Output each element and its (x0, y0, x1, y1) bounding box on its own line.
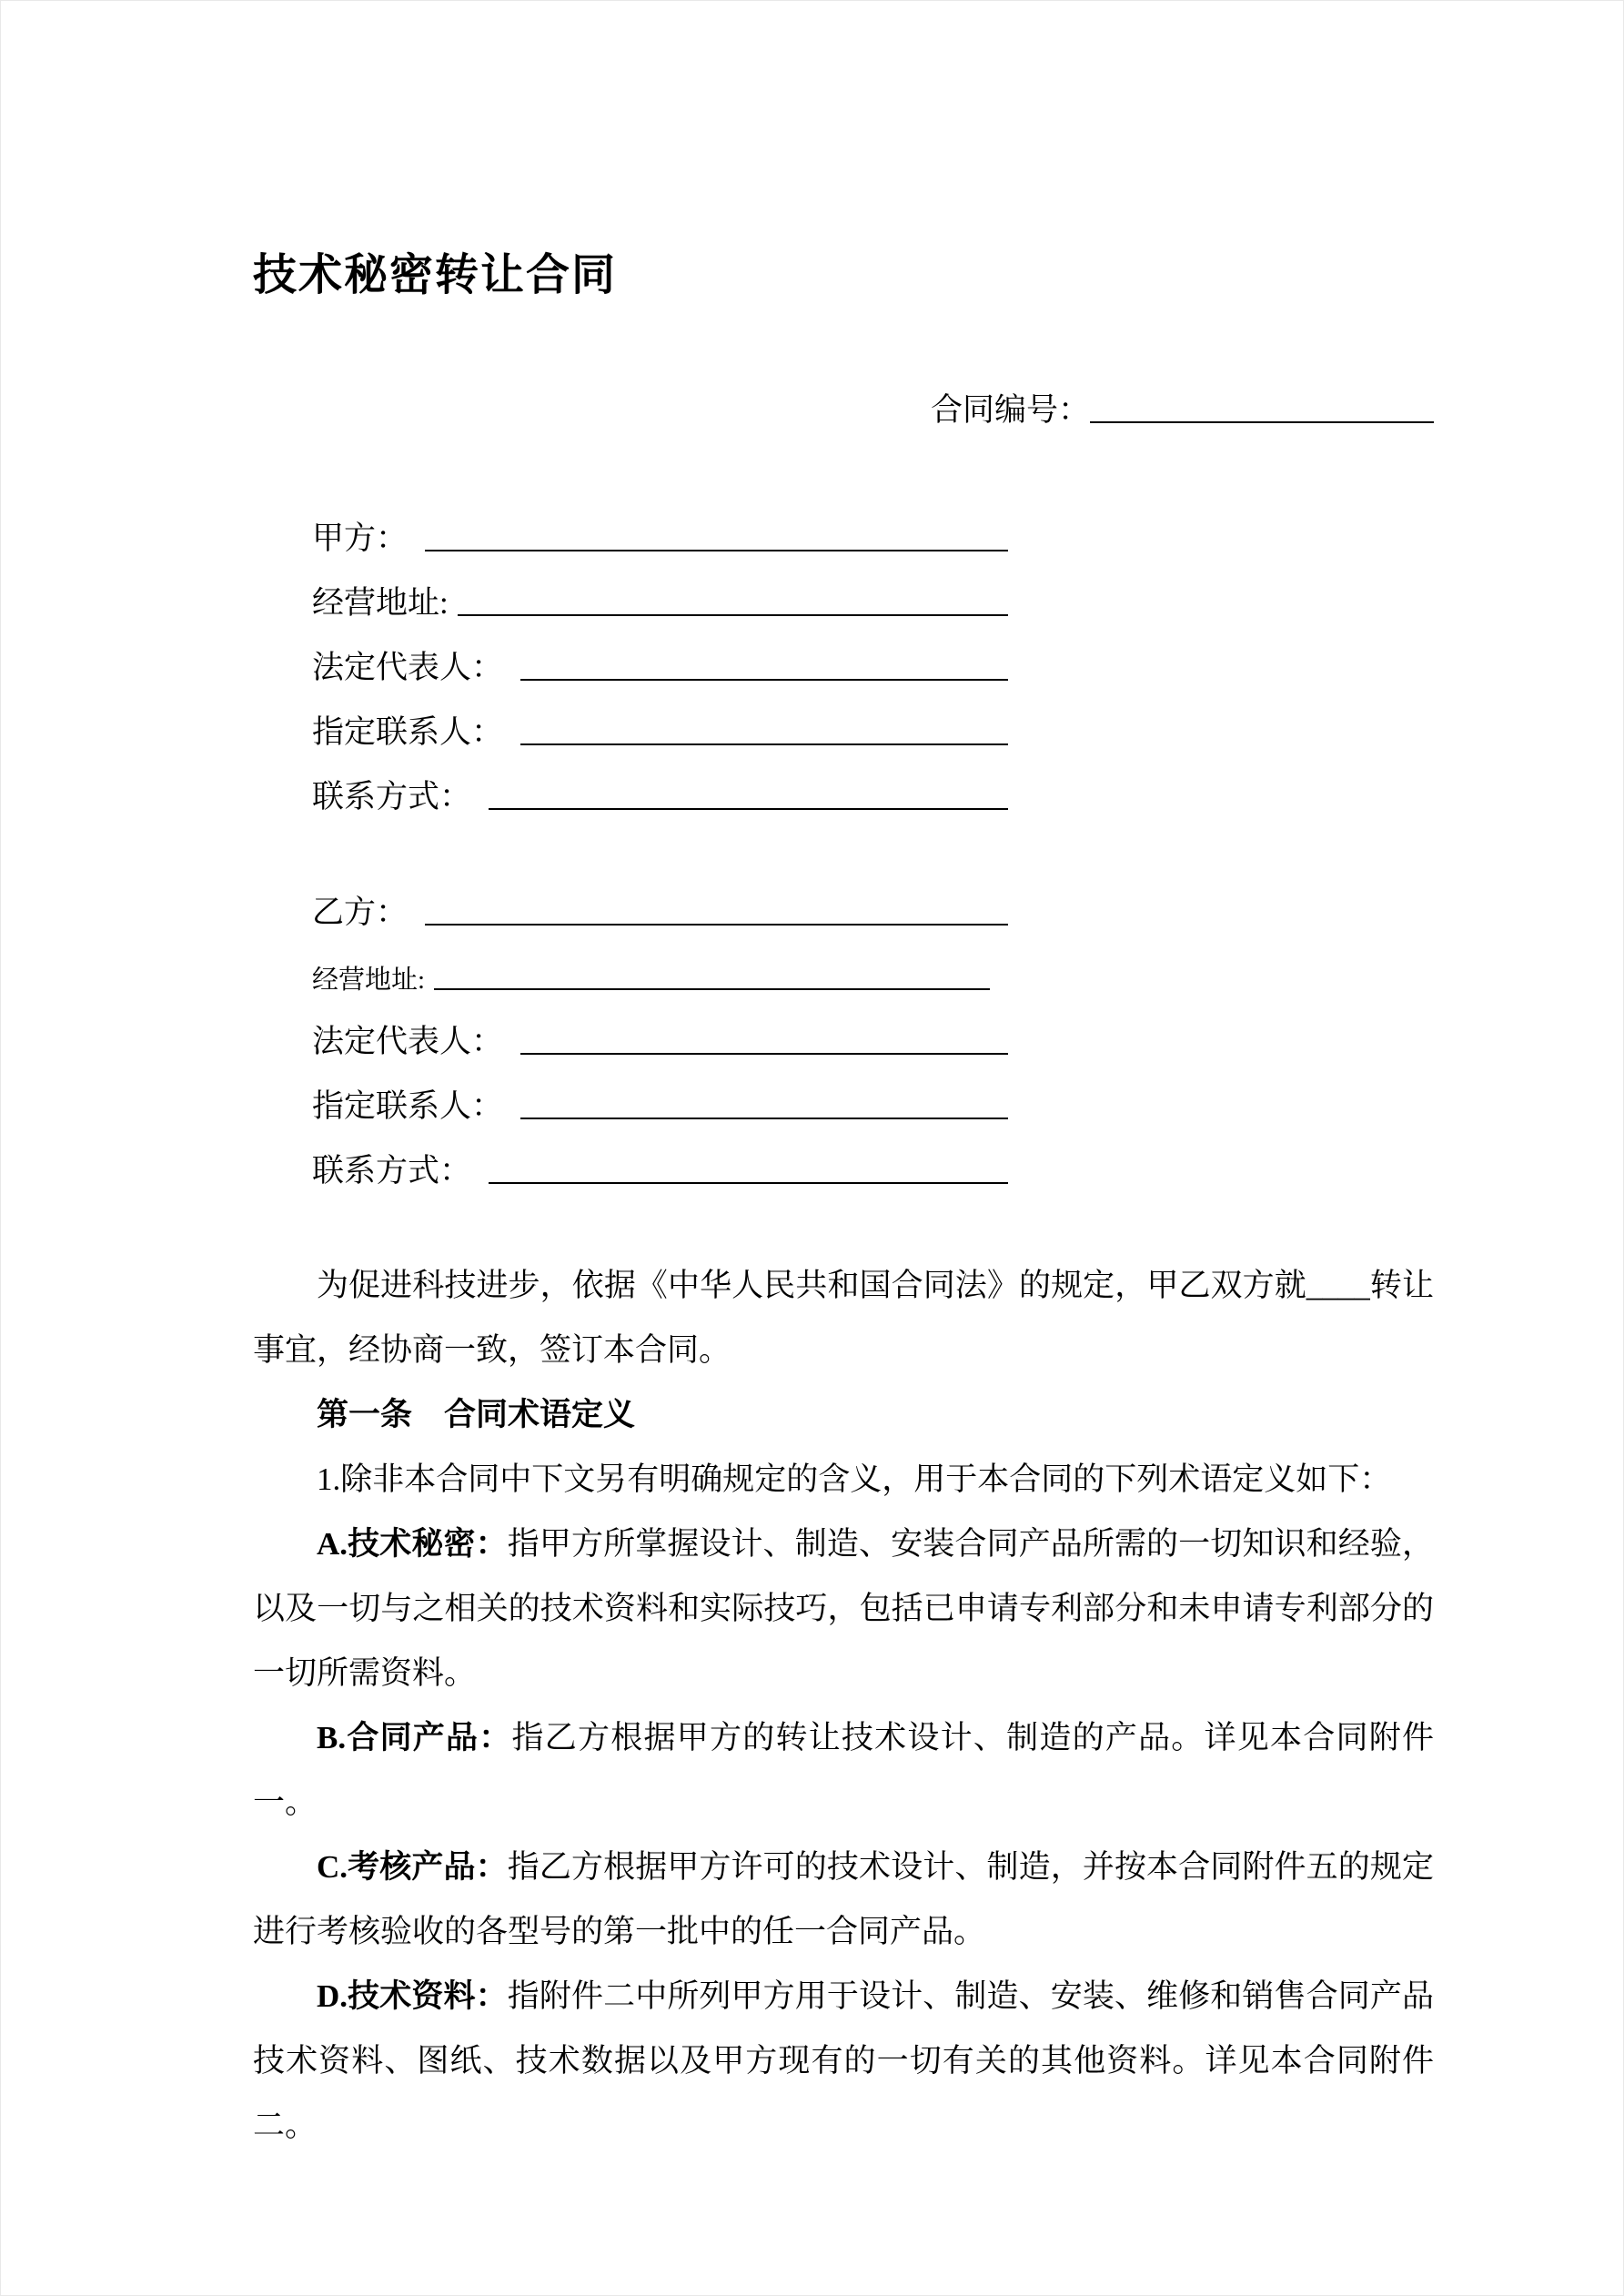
party-b-name-label: 乙方： (312, 894, 416, 930)
party-a-legal-rep-label: 法定代表人： (312, 649, 511, 685)
clause-b-contract-product (253, 1705, 1434, 1835)
party-a-contact-method-blank (489, 807, 1008, 810)
party-a-contact-method-label: 联系方式： (312, 778, 479, 814)
party-a-name-row (312, 492, 1008, 557)
party-b-address-label: 经营地址: (312, 965, 426, 995)
party-b-contact-person-row (312, 1060, 1008, 1125)
contract-number-label: 合同编号： (931, 391, 1091, 428)
party-b-contact-method-label: 联系方式： (312, 1152, 479, 1188)
clause-text: 1.除非本合同中下文另有明确规定的含义，用于本合同的下列术语定义如下： (317, 1462, 1392, 1497)
party-a-name-blank (425, 549, 1008, 551)
party-b-legal-rep-row (312, 996, 1008, 1060)
contract-body (253, 1253, 1434, 2158)
contract-number-blank (1090, 420, 1434, 423)
clause-lead: B.合同产品： (317, 1720, 512, 1755)
clause-text: 指乙方根据甲方的转让技术设计、制造的产品。详见本合同附件一。 (253, 1720, 1434, 1820)
party-a-fields (253, 492, 1434, 815)
article-1-heading: 第一条 合同术语定义 (317, 1397, 636, 1432)
party-b-address-row (312, 931, 990, 996)
party-b-address-blank (434, 987, 990, 990)
intro-paragraph: 为促进科技进步，依据《中华人民共和国合同法》的规定，甲乙双方就____转让事宜，经协商一致，签订本合同。 (253, 1268, 1434, 1368)
clause-d-technical-materials (253, 1964, 1434, 2158)
clause-lead: A.技术秘密： (317, 1526, 508, 1562)
clause-a-technical-secret (253, 1512, 1434, 1705)
clause-definitions-intro (253, 1447, 1434, 1512)
party-a-address-blank (458, 613, 1008, 616)
party-b-contact-method-blank (489, 1181, 1008, 1184)
party-b-contact-person-blank (520, 1117, 1008, 1119)
party-a-name-label: 甲方： (312, 520, 416, 556)
clause-text: 指乙方根据甲方许可的技术设计、制造，并按本合同附件五的规定进行考核验收的各型号的第一批中的任一合同产品。 (253, 1849, 1434, 1949)
contract-number-row (253, 381, 1434, 429)
party-b-legal-rep-label: 法定代表人： (312, 1023, 511, 1059)
party-a-legal-rep-blank (520, 678, 1008, 681)
party-b-fields (253, 866, 1434, 1189)
party-a-address-row (312, 557, 1008, 622)
party-b-contact-person-label: 指定联系人： (312, 1087, 511, 1124)
clause-text: 指甲方所掌握设计、制造、安装合同产品所需的一切知识和经验，以及一切与之相关的技术资料和实际技巧，包括已申请专利部分和未申请专利部分的一切所需资料。 (253, 1526, 1434, 1691)
party-a-contact-person-label: 指定联系人： (312, 713, 511, 750)
party-a-address-label: 经营地址: (312, 584, 449, 621)
party-b-contact-method-row (312, 1125, 1008, 1189)
clause-lead: C.考核产品： (317, 1849, 508, 1885)
document-title: 技术秘密转让合同 (253, 251, 618, 299)
party-a-contact-method-row (312, 751, 1008, 815)
clause-c-assessment-product (253, 1835, 1434, 1964)
clause-text: 指附件二中所列甲方用于设计、制造、安装、维修和销售合同产品技术资料、图纸、技术数据以及甲方现有的一切有关的其他资料。详见本合同附件二。 (253, 1978, 1434, 2143)
party-b-name-blank (425, 923, 1008, 925)
party-a-contact-person-row (312, 686, 1008, 751)
party-b-name-row (312, 866, 1008, 931)
party-a-contact-person-blank (520, 743, 1008, 745)
clause-lead: D.技术资料： (317, 1978, 508, 2014)
party-a-legal-rep-row (312, 622, 1008, 686)
party-b-legal-rep-blank (520, 1052, 1008, 1055)
